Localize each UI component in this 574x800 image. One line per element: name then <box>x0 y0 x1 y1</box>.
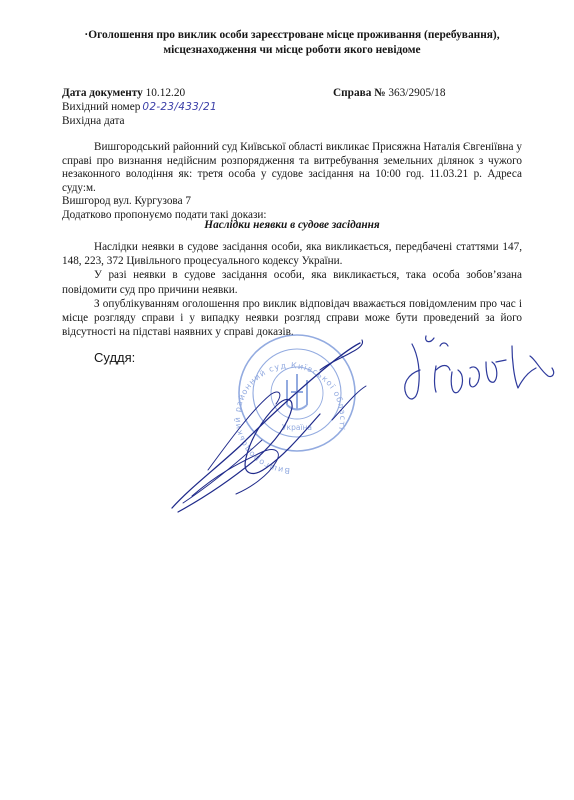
court-address: Вишгород вул. Кургузова 7 <box>62 195 191 208</box>
summons-paragraph: Вишгородський районний суд Київської області викликає Присяжна Наталія Євгеніївна у справі про визнання недійсним розпорядження та витребування земельних ділянок з чужого незаконного володіння як: третя особа у судове засідання на 10:00 год. 11.03.21 р. Адреса суду:м. <box>62 141 522 194</box>
case-value: 363/2905/18 <box>388 87 446 99</box>
title-line-1: ·Оголошення про виклик особи зареєстроване місце проживання (перебування), <box>84 29 500 41</box>
consequences-heading: Наслідки неявки в судове засідання <box>204 219 380 231</box>
consequences-paragraph-1: Наслідки неявки в судове засідання особи, яка викликається, передбачені статтями 147, 148, 223, 372 Цивільного процесуального кодексу України. <box>62 241 522 268</box>
doc-date-value: 10.12.20 <box>145 87 186 99</box>
outgoing-number-label: Вихідний номер <box>62 101 141 113</box>
outgoing-date-label: Вихідна дата <box>62 115 125 127</box>
outgoing-number-handwritten: 02-23/433/21 <box>142 101 217 113</box>
evidence-line: Додатково пропонуємо подати такі докази: <box>62 208 267 221</box>
case-label: Справа № <box>333 87 386 99</box>
stamp-ring-text: Вишгородський районний суд Київської області <box>232 360 348 476</box>
consequences-paragraph-3: З опублікуванням оголошення про виклик відповідач вважається повідомленим про час і місце розгляду справи і у випадку неявки розгляд справи може бути проведений за його відсутності на підставі наявних у справі доказів. <box>62 297 522 339</box>
title-line-2: місцезнаходження чи місце роботи якого невідоме <box>163 44 421 56</box>
judge-name-handwritten <box>405 336 554 399</box>
stamp-bottom-text: Україна <box>281 423 313 432</box>
doc-date-label: Дата документу <box>62 87 143 99</box>
consequences-paragraph-2: У разі неявки в судове засідання особи, яка викликається, така особа зобов’язана повідомити суд про причини неявки. <box>62 269 522 296</box>
court-stamp <box>233 335 355 475</box>
judge-label: Суддя: <box>94 350 136 365</box>
